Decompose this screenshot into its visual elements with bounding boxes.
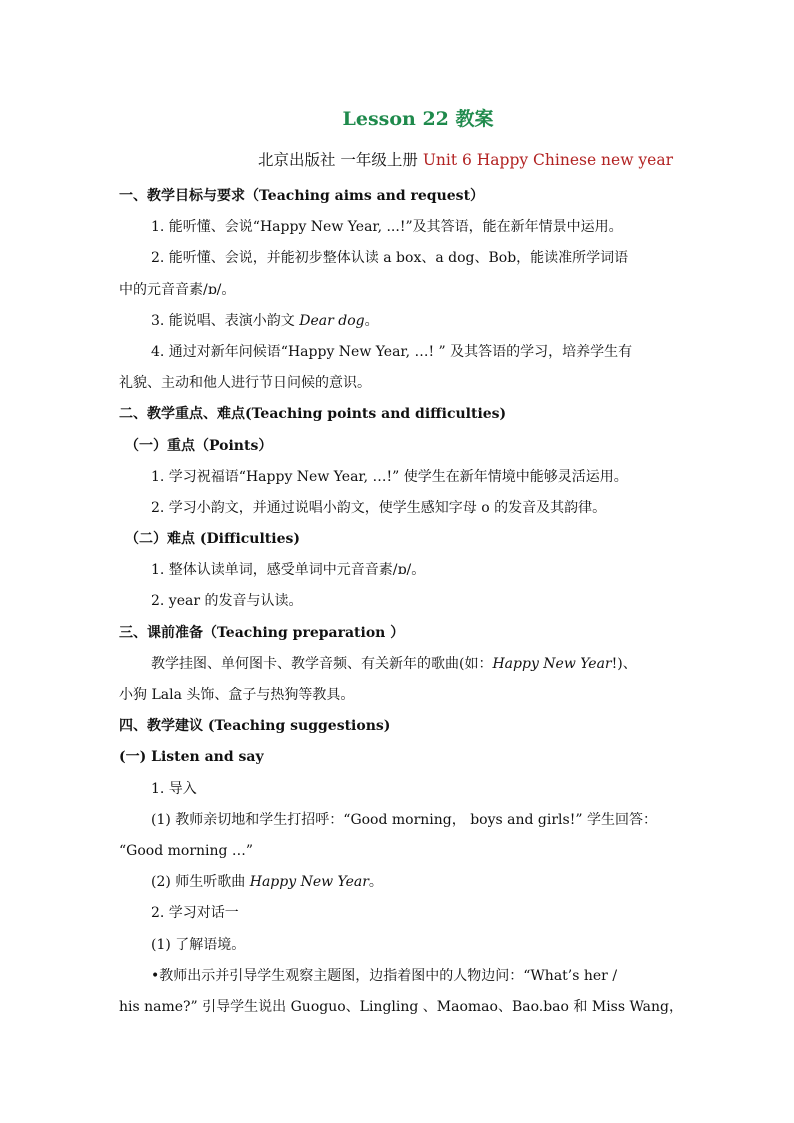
body-line — [119, 805, 675, 836]
text-run: 中的元音音素/ɒ/。 — [119, 281, 236, 298]
text-run: his name?” 引导学生说出 Guoguo、Lingling 、Maomao、Bao.bao 和 Miss Wang， — [119, 998, 683, 1015]
text-run: （一）重点（Points） — [125, 437, 273, 454]
text-run: 2. year 的发音与认读。 — [151, 593, 303, 610]
section-heading — [119, 742, 675, 773]
text-run: 二、教学重点、难点(Teaching points and difficulties) — [119, 406, 507, 423]
text-run: 礼貌、主动和他人进行节日问候的意识。 — [119, 375, 371, 392]
body-line — [119, 867, 675, 898]
text-run: (2) 师生听歌曲 — [151, 874, 250, 891]
text-run: (一) Listen and say — [119, 749, 264, 766]
body-line — [119, 243, 675, 274]
publisher-info: 北京出版社 一年级上册 — [257, 151, 423, 169]
document-body — [119, 181, 683, 1023]
text-run: “Good morning …” — [119, 842, 254, 859]
subtitle — [258, 148, 673, 170]
body-line — [119, 212, 675, 243]
text-run: 1. 导入 — [151, 780, 197, 797]
section-heading — [119, 181, 675, 212]
section-heading — [119, 399, 675, 430]
text-run: 。 — [364, 312, 379, 329]
text-run: 2. 学习小韵文，并通过说唱小韵文，使学生感知字母 o 的发音及其韵律。 — [151, 499, 607, 516]
body-line — [119, 337, 675, 368]
body-line — [119, 555, 675, 586]
text-run: 1. 能听懂、会说“Happy New Year, ...!”及其答语，能在新年情景中运用。 — [151, 219, 623, 236]
text-run: 2. 学习对话一 — [151, 905, 239, 922]
body-line — [119, 275, 675, 306]
section-heading — [119, 711, 675, 742]
section-heading — [119, 431, 675, 462]
text-run: 1. 整体认读单词，感受单词中元音音素/ɒ/。 — [151, 562, 426, 579]
body-line — [119, 774, 675, 805]
body-line — [119, 649, 675, 680]
body-line — [119, 680, 675, 711]
body-line — [119, 930, 675, 961]
text-run: (1) 了解语境。 — [151, 936, 246, 953]
text-run: •教师出示并引导学生观察主题图，边指着图中的人物边问：“What’s her / — [151, 967, 618, 984]
text-run: 三、课前准备（Teaching preparation ） — [119, 624, 405, 641]
body-line — [119, 836, 675, 867]
body-line — [119, 961, 675, 992]
body-line — [119, 462, 675, 493]
italic-title: Happy New Year — [249, 874, 369, 891]
body-line — [119, 586, 675, 617]
body-line — [119, 368, 675, 399]
text-run: 教学挂图、单何图卡、教学音频、有关新年的歌曲(如： — [151, 655, 493, 672]
text-run: 3. 能说唱、表演小韵文 — [151, 312, 300, 329]
text-run: 小狗 Lala 头饰、盒子与热狗等教具。 — [119, 687, 355, 703]
body-line — [119, 306, 675, 337]
section-heading — [119, 524, 675, 555]
text-run: 。 — [368, 874, 383, 891]
body-line — [119, 992, 683, 1023]
text-run: !)、 — [611, 655, 637, 672]
text-run: 4. 通过对新年问候语“Happy New Year, …! ” 及其答语的学习，培养学生有 — [151, 343, 633, 360]
italic-title: Happy New Year — [492, 655, 612, 672]
italic-title: Dear dog — [299, 312, 365, 329]
body-line — [119, 898, 675, 929]
text-run: 一、教学目标与要求（Teaching aims and request） — [119, 188, 485, 204]
text-run: （二）难点 (Difficulties) — [125, 531, 300, 548]
body-line — [119, 493, 675, 524]
text-run: 1. 学习祝福语“Happy New Year, …!” 使学生在新年情境中能够灵活运用。 — [151, 468, 628, 485]
lesson-title: Lesson 22 教案 — [342, 108, 494, 130]
text-run: 四、教学建议 (Teaching suggestions) — [119, 718, 391, 735]
text-run: 2. 能听懂、会说，并能初步整体认读 a box、a dog、Bob，能读准所学词语 — [151, 250, 629, 267]
unit-title: Unit 6 Happy Chinese new year — [422, 151, 673, 169]
text-run: (1) 教师亲切地和学生打招呼：“Good morning， boys and girls!” 学生回答： — [151, 811, 657, 828]
section-heading — [119, 618, 675, 649]
